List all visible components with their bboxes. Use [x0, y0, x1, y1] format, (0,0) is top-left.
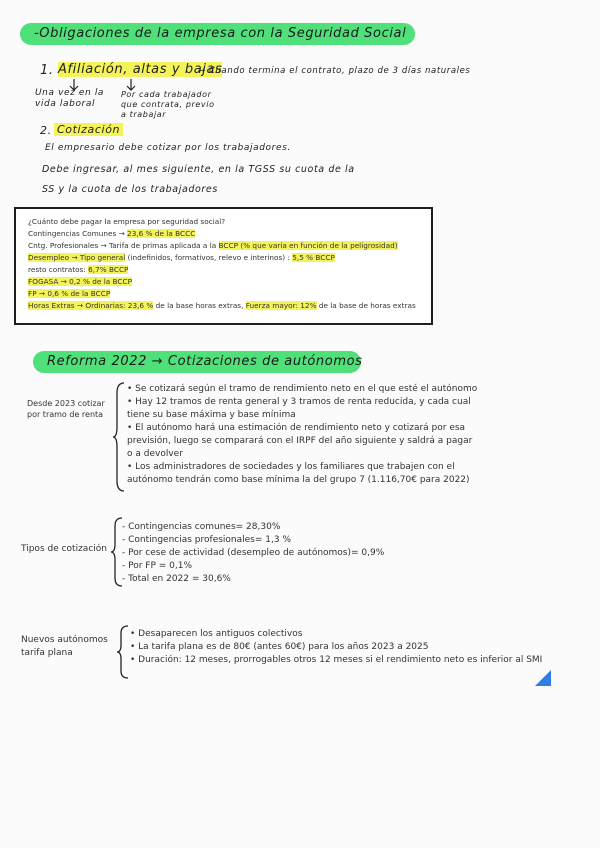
group3-list: [130, 628, 542, 667]
item2-line1: El empresario debe cotizar por los trabajadores.: [45, 143, 291, 153]
group2-line: - Por cese de actividad (desempleo de autónomos)= 0,9%: [122, 548, 385, 558]
group2-line: - Contingencias comunes= 28,30%: [122, 522, 281, 532]
box-line-resto: [28, 265, 128, 274]
box-l3-mid: (indefinidos, formativos, relevo e interinos) :: [125, 253, 290, 262]
group1-line: previsión, luego se comparará con el IRPF del año siguiente y saldrá a pagar: [127, 436, 473, 446]
box-l7-suffix: de la base de horas extras: [316, 301, 416, 310]
group2-list: [122, 521, 384, 586]
box-l7-highlight1: Horas Extras → Ordinarias: 23,6 %: [28, 301, 154, 310]
box-l4-prefix: resto contratos:: [28, 265, 86, 274]
group1-list: [127, 383, 477, 487]
box-l7-highlight2: Fuerza mayor: 12%: [245, 301, 317, 310]
box-l6-highlight: FP → 0,6 % de la BCCP: [28, 289, 111, 298]
group3-line: • Duración: 12 meses, prorrogables otros 12 meses si el rendimiento neto es inferior al SMI: [130, 655, 543, 665]
box-line-desempleo: [28, 253, 335, 262]
box-l7-mid: de la base horas extras,: [153, 301, 244, 310]
box-line-fp: [28, 289, 110, 298]
group3-line: • La tarifa plana es de 80€ (antes 60€) para los años 2023 a 2025: [130, 642, 429, 652]
group1-label-line: por tramo de renta: [27, 410, 104, 419]
group3-label-line: tarifa plana: [21, 648, 73, 658]
item2-heading: [54, 123, 123, 136]
group1-line: • Hay 12 tramos de renta general y 3 tramos de renta reducida, y cada cual: [127, 397, 471, 407]
box-l5-highlight: FOGASA → 0,2 % de la BCCP: [28, 277, 133, 286]
box-l4-highlight: 6,7% BCCP: [88, 265, 129, 274]
group1-line: o a devolver: [127, 449, 183, 459]
box-l3-highlight1: Desempleo → Tipo general: [28, 253, 126, 262]
item1-note-left: [35, 88, 104, 110]
group3-label-line: Nuevos autónomos: [21, 635, 108, 645]
item1-arrow-note: → Cuando termina el contrato, plazo de 3 días naturales: [198, 66, 471, 76]
group1-label-line: Desde 2023 cotizar: [27, 399, 105, 408]
box-line-profesionales: [28, 241, 398, 250]
page-corner-icon: [535, 670, 551, 686]
box-line-fogasa: [28, 277, 132, 286]
box-l2-prefix: Cntg. Profesionales → Tarifa de primas aplicada a la: [28, 241, 217, 250]
group2-label: Tipos de cotización: [21, 544, 107, 554]
item1-note-left-line: Una vez en la: [35, 88, 105, 98]
group1-line: autónomo tendrán como base mínima la del grupo 7 (1.116,70€ para 2022): [127, 475, 470, 485]
item1-heading-text: Afiliación, altas y bajas: [58, 62, 223, 77]
group1-label: [27, 398, 105, 420]
box-l1-highlight: 23,6 % de la BCCC: [127, 229, 196, 238]
box-l3-highlight2: 5,5 % BCCP: [292, 253, 335, 262]
item2-heading-text: Cotización: [54, 123, 123, 136]
item2-line2: Debe ingresar, al mes siguiente, en la TGSS su cuota de la: [42, 164, 355, 175]
item1-note-mid-line: a trabajar: [121, 110, 167, 119]
group1-line: • Los administradores de sociedades y los familiares que trabajen con el: [127, 462, 455, 472]
group1-line: • El autónomo hará una estimación de rendimiento neto y cotizará por esa: [127, 423, 466, 433]
group2-line: - Total en 2022 = 30,6%: [122, 574, 231, 584]
box-l2-highlight: BCCP (% que varía en función de la peligrosidad): [218, 241, 398, 250]
item2-number: 2.: [40, 124, 52, 137]
item1-note-mid-line: Por cada trabajador: [121, 90, 212, 99]
curly-brace-icon: [112, 381, 126, 493]
cotizacion-box: [14, 207, 433, 325]
item1-note-left-line: vida laboral: [35, 99, 96, 109]
group3-label: [21, 634, 108, 660]
curly-brace-icon: [116, 624, 130, 680]
box-l1-prefix: Contingencias Comunes →: [28, 229, 125, 238]
item1-note-mid: [121, 90, 215, 120]
group1-line: • Se cotizará según el tramo de rendimiento neto en el que esté el autónomo: [127, 384, 478, 394]
item2-line3: SS y la cuota de los trabajadores: [42, 184, 218, 195]
box-question: ¿Cuánto debe pagar la empresa por seguridad social?: [28, 217, 226, 226]
item1-note-mid-line: que contrata, previo: [121, 100, 215, 109]
box-line-contingencias-comunes: [28, 229, 195, 238]
group2-line: - Por FP = 0,1%: [122, 561, 193, 571]
item1-number: 1.: [40, 63, 54, 78]
group1-line: tiene su base máxima y base mínima: [127, 410, 296, 420]
box-line-horas-extras: [28, 301, 416, 310]
group2-line: - Contingencias profesionales= 1,3 %: [122, 535, 292, 545]
section-title-obligaciones: -Obligaciones de la empresa con la Seguridad Social: [20, 23, 415, 45]
section-title-reforma: Reforma 2022 → Cotizaciones de autónomos: [33, 351, 361, 373]
group3-line: • Desaparecen los antiguos colectivos: [130, 629, 303, 639]
